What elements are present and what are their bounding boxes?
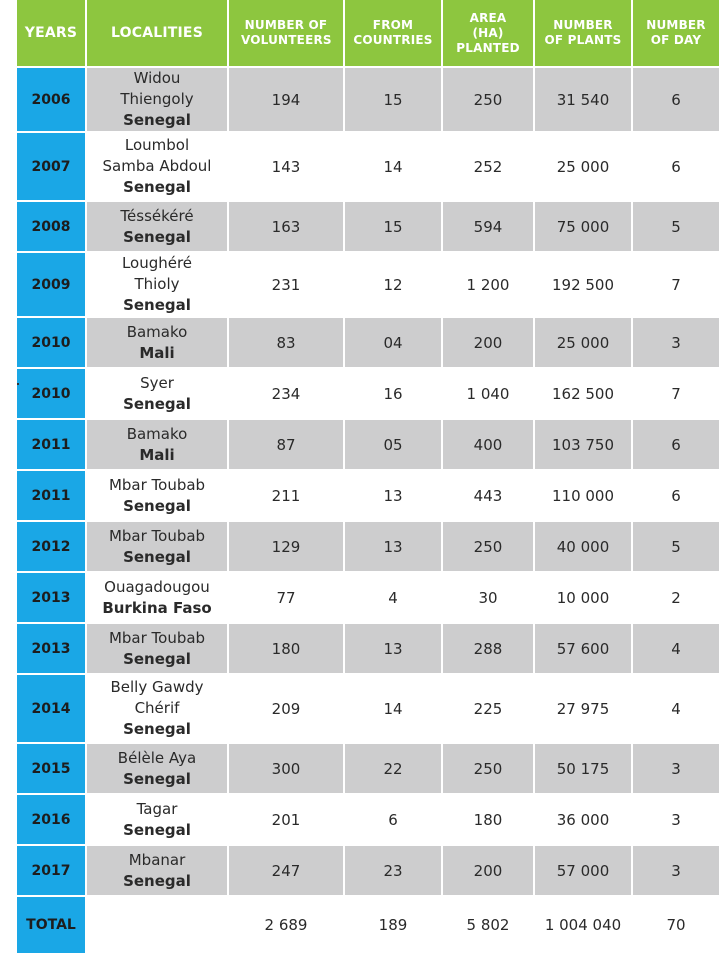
plants-cell: 50 175 (534, 743, 632, 794)
total-localities-empty (86, 896, 228, 953)
locality-country: Senegal (123, 769, 191, 788)
area-cell: 250 (442, 521, 534, 572)
header-row (17, 0, 720, 67)
locality-cell (86, 368, 228, 419)
year-cell: 2007 (17, 132, 86, 201)
year-cell: 2013 (17, 623, 86, 674)
year-cell: 2015 (17, 743, 86, 794)
table-row (17, 743, 720, 794)
total-plants: 1 004 040 (534, 896, 632, 953)
volunteers-cell: 231 (228, 252, 344, 317)
locality-country: Senegal (123, 111, 191, 129)
days-cell: 4 (632, 674, 720, 743)
table-row (17, 521, 720, 572)
countries-cell: 05 (344, 419, 442, 470)
year-cell: 2012 (17, 521, 86, 572)
volunteers-cell: 77 (228, 572, 344, 623)
locality-country: Senegal (123, 178, 191, 196)
days-cell: 4 (632, 623, 720, 674)
table-row (17, 419, 720, 470)
locality-country: Senegal (123, 871, 191, 890)
year-cell: 2014 (17, 674, 86, 743)
plants-cell: 192 500 (534, 252, 632, 317)
countries-cell: 14 (344, 132, 442, 201)
year-cell: 2006 (17, 67, 86, 132)
volunteers-cell: 194 (228, 67, 344, 132)
locality-place: Syer (140, 373, 174, 392)
plants-cell: 25 000 (534, 317, 632, 368)
locality-cell (86, 470, 228, 521)
volunteers-cell: 180 (228, 623, 344, 674)
locality-place: Loumbol Samba Abdoul (102, 136, 212, 175)
countries-cell: 04 (344, 317, 442, 368)
locality-country: Senegal (123, 296, 191, 314)
plants-cell: 57 600 (534, 623, 632, 674)
locality-place: Tagar (136, 799, 178, 818)
total-volunteers: 2 689 (228, 896, 344, 953)
days-cell: 3 (632, 317, 720, 368)
total-row (17, 896, 720, 953)
plants-cell: 27 975 (534, 674, 632, 743)
locality-cell (86, 67, 228, 132)
table-row (17, 252, 720, 317)
locality-cell (86, 419, 228, 470)
year-cell: 2011 (17, 419, 86, 470)
locality-place: Mbar Toubab (108, 475, 206, 494)
year-cell: 2009 (17, 252, 86, 317)
locality-country: Mali (139, 343, 175, 362)
year-cell: 2010 (17, 317, 86, 368)
area-cell: 1 040 (442, 368, 534, 419)
plants-cell: 162 500 (534, 368, 632, 419)
volunteers-cell: 209 (228, 674, 344, 743)
locality-place: Bamako (126, 322, 188, 341)
year-cell: 2008 (17, 201, 86, 252)
table-row (17, 201, 720, 252)
volunteers-cell: 83 (228, 317, 344, 368)
locality-country: Senegal (123, 720, 191, 738)
days-cell: 2 (632, 572, 720, 623)
days-cell: 3 (632, 794, 720, 845)
volunteers-cell: 300 (228, 743, 344, 794)
table-row (17, 794, 720, 845)
countries-cell: 15 (344, 201, 442, 252)
days-cell: 5 (632, 521, 720, 572)
volunteers-cell: 247 (228, 845, 344, 896)
locality-cell (86, 845, 228, 896)
total-label: TOTAL (17, 896, 86, 953)
area-cell: 200 (442, 317, 534, 368)
volunteers-cell: 211 (228, 470, 344, 521)
plants-cell: 103 750 (534, 419, 632, 470)
locality-country: Burkina Faso (102, 598, 212, 617)
locality-place: Belly Gawdy Chérif (110, 678, 204, 717)
locality-cell (86, 794, 228, 845)
plants-cell: 25 000 (534, 132, 632, 201)
total-area: 5 802 (442, 896, 534, 953)
table-row (17, 470, 720, 521)
days-cell: 3 (632, 743, 720, 794)
plants-cell: 40 000 (534, 521, 632, 572)
plants-cell: 10 000 (534, 572, 632, 623)
locality-place: Ouagadougou (104, 577, 210, 596)
countries-cell: 22 (344, 743, 442, 794)
total-days: 70 (632, 896, 720, 953)
header-localities: LOCALITIES (86, 0, 228, 67)
area-cell: 594 (442, 201, 534, 252)
plants-cell: 36 000 (534, 794, 632, 845)
days-cell: 6 (632, 470, 720, 521)
header-area-planted: AREA (HA) PLANTED (442, 0, 534, 67)
locality-place: Bélèle Aya (117, 748, 197, 767)
locality-cell (86, 201, 228, 252)
header-years: YEARS (17, 0, 86, 67)
locality-country: Mali (139, 445, 175, 464)
countries-cell: 12 (344, 252, 442, 317)
area-cell: 400 (442, 419, 534, 470)
locality-country: Senegal (123, 820, 191, 839)
table-body (17, 67, 720, 896)
table-row (17, 368, 720, 419)
locality-cell (86, 623, 228, 674)
locality-cell (86, 252, 228, 317)
area-cell: 180 (442, 794, 534, 845)
locality-place: Widou Thiengoly (120, 69, 194, 108)
volunteers-cell: 129 (228, 521, 344, 572)
locality-country: Senegal (123, 547, 191, 566)
volunteers-cell: 201 (228, 794, 344, 845)
volunteers-cell: 143 (228, 132, 344, 201)
year-cell: 2011 (17, 470, 86, 521)
area-cell: 443 (442, 470, 534, 521)
volunteers-cell: 163 (228, 201, 344, 252)
locality-cell (86, 743, 228, 794)
countries-cell: 23 (344, 845, 442, 896)
table-row (17, 132, 720, 201)
area-cell: 225 (442, 674, 534, 743)
stray-dot-mark (17, 383, 19, 385)
plantation-summary-table (17, 0, 720, 953)
table-row (17, 572, 720, 623)
table-row (17, 67, 720, 132)
table-row (17, 845, 720, 896)
area-cell: 250 (442, 743, 534, 794)
header-volunteers: NUMBER OF VOLUNTEERS (228, 0, 344, 67)
locality-cell (86, 317, 228, 368)
table-row (17, 674, 720, 743)
days-cell: 6 (632, 419, 720, 470)
days-cell: 5 (632, 201, 720, 252)
countries-cell: 13 (344, 470, 442, 521)
locality-cell (86, 572, 228, 623)
area-cell: 200 (442, 845, 534, 896)
locality-cell (86, 674, 228, 743)
countries-cell: 6 (344, 794, 442, 845)
days-cell: 3 (632, 845, 720, 896)
locality-country: Senegal (123, 394, 191, 413)
countries-cell: 4 (344, 572, 442, 623)
countries-cell: 13 (344, 623, 442, 674)
volunteers-cell: 87 (228, 419, 344, 470)
area-cell: 288 (442, 623, 534, 674)
area-cell: 1 200 (442, 252, 534, 317)
plants-cell: 31 540 (534, 67, 632, 132)
header-from-countries: FROM COUNTRIES (344, 0, 442, 67)
days-cell: 6 (632, 67, 720, 132)
volunteers-cell: 234 (228, 368, 344, 419)
header-number-of-day: NUMBER OF DAY (632, 0, 720, 67)
locality-country: Senegal (123, 496, 191, 515)
locality-cell (86, 521, 228, 572)
countries-cell: 13 (344, 521, 442, 572)
table-row (17, 317, 720, 368)
plants-cell: 57 000 (534, 845, 632, 896)
days-cell: 7 (632, 368, 720, 419)
locality-place: Mbar Toubab (108, 526, 206, 545)
year-cell: 2010 (17, 368, 86, 419)
locality-place: Mbanar (128, 850, 186, 869)
plants-cell: 110 000 (534, 470, 632, 521)
countries-cell: 16 (344, 368, 442, 419)
countries-cell: 14 (344, 674, 442, 743)
area-cell: 30 (442, 572, 534, 623)
locality-place: Loughéré Thioly (121, 254, 193, 293)
locality-place: Bamako (126, 424, 188, 443)
locality-country: Senegal (123, 649, 191, 668)
locality-cell (86, 132, 228, 201)
days-cell: 7 (632, 252, 720, 317)
locality-place: Mbar Toubab (108, 628, 206, 647)
table-row (17, 623, 720, 674)
area-cell: 252 (442, 132, 534, 201)
area-cell: 250 (442, 67, 534, 132)
locality-place: Téssékéré (120, 206, 194, 225)
countries-cell: 15 (344, 67, 442, 132)
locality-country: Senegal (123, 227, 191, 246)
year-cell: 2016 (17, 794, 86, 845)
days-cell: 6 (632, 132, 720, 201)
year-cell: 2017 (17, 845, 86, 896)
plants-cell: 75 000 (534, 201, 632, 252)
total-countries: 189 (344, 896, 442, 953)
header-number-of-plants: NUMBER OF PLANTS (534, 0, 632, 67)
year-cell: 2013 (17, 572, 86, 623)
